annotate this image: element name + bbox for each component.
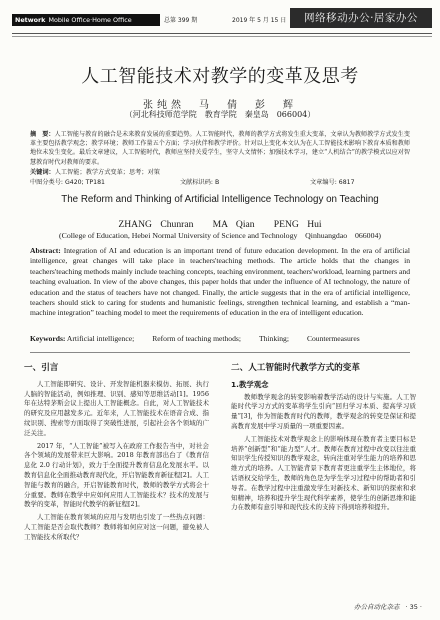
- section-divider: [30, 352, 410, 353]
- section-heading-reform: 二、人工智能时代教学方式的变革: [231, 363, 360, 373]
- article-title-cn: 人工智能技术对教学的变革及思考: [81, 66, 359, 87]
- issue-number: 总第 399 期: [164, 17, 198, 24]
- article-title-en: The Reform and Thinking of Artificial Intelligence Technology on Teaching: [61, 194, 379, 205]
- abstract-en: [30, 246, 410, 319]
- body-paragraph: 人工智能在教育领域的应用与发明也引发了一些热点问题：人工智能是否会取代教师？教师将如何应对这一问题，避免被人工智能技术所取代？: [24, 513, 209, 541]
- keyword-en: Reform of teaching methods;: [152, 334, 241, 343]
- publication-date: 2019 年 5 月 15 日: [232, 17, 287, 24]
- subsection-heading: 1.教学观念: [231, 379, 269, 389]
- keyword-cn: 思考；: [129, 169, 148, 176]
- footer-journal-name: 办公自动化杂志: [353, 603, 400, 611]
- body-paragraph: 教师教学观念的转变影响着教学活动的设计与实施。人工智能时代学习方式的变革将学生引向“回归学习本质、提高学习质量”[3]，作为智能教育时代的教师，教学观念的转变是保证和提高教育发展中学习质量的一项重要因素。: [231, 392, 416, 430]
- article-number: 文章编号: 6817: [310, 179, 355, 186]
- abstract-cn-label: 摘 要：: [30, 131, 55, 138]
- header-rule: [12, 33, 432, 34]
- keyword-en: Countermeasures: [306, 334, 360, 343]
- journal-name-en: Network: [15, 16, 46, 24]
- document-code: 文献标识码: B: [180, 179, 220, 186]
- left-column: [24, 364, 209, 546]
- page-footer: [354, 602, 422, 611]
- keywords-en: [30, 334, 410, 343]
- keywords-cn-label: 关键词：: [30, 169, 55, 176]
- right-column: [231, 364, 416, 516]
- abstract-en-label: Abstract:: [30, 246, 61, 255]
- authors-cn: 张纯然 马 倩 彭 辉: [143, 100, 297, 111]
- body-paragraph: 2017 年，“人工智能”被写入在政府工作报告当中，对社会各个领域的发展带来巨大影响。2018 年教育部出台了《教育信息化 2.0 行动计划》，致力于全面提升教育信息化发展水平。以教育信息化全面推动教育现代化，开启智能教育新征程[2]。人工智能与教育的融合，开启智能教育时代，教师的教学方式将会十分重要。教师在教学中应如何应用人工智能技术？技术的发展与教学的变革，智能时代教学的新征程[2]。: [24, 441, 209, 509]
- keyword-en: Artificial intelligence;: [66, 334, 135, 343]
- abstract-en-text: Integration of AI and education is an important trend of future education development. In the era of artificial intelligence, great changes will take place in teachers'teaching methods. The article holds that the changes in teachers'teaching methods mainly include teaching concepts, teaching environment, teachers'workload, learning partners and teaching evaluation. In view of the above changes, this paper holds that under the influence of AI technology, the nature of education and the status of teachers have not changed. Finally, the article suggests that in the era of artificial intelligence, teachers should stick to caring for students and humanistic feelings, strengthen technical learning, and establish a “man-machine integration” teaching model to meet the requirements of education in the era of intelligent education.: [30, 246, 410, 318]
- abstract-cn-text: 人工智能与教育的融合是未来教育发展的重要趋势。人工智能时代，教师的教学方式将发生重大变革，文章认为教师教学方式发生变革主要包括教学观念；教学环境；教师工作量五个方面；学习伙伴和教学评价。针对以上变化本文认为在人工智能技术影响下教育本质和教师地位未发生变化。最后文章建议，人工智能时代，教师应坚持关爱学生，坚守人文情怀；加强技术学习，建立“人机结合”的教学模式以应对智慧教育时代对教师的要求。: [30, 131, 411, 166]
- clc-number: 中图分类号: G420; TP181: [30, 179, 105, 186]
- section-heading-intro: 一、引言: [24, 363, 59, 373]
- keyword-en: Thinking;: [258, 334, 289, 343]
- page-header: [0, 0, 440, 44]
- keyword-cn: 教学方式变革；: [85, 169, 129, 176]
- affiliation-en: (College of Education, Hebei Normal University of Science and Technology Qinhuangdao 066004): [59, 231, 381, 240]
- keyword-cn: 人工智能；: [54, 169, 86, 176]
- page-number: · 35 ·: [405, 603, 422, 611]
- keywords-en-label: Keywords:: [30, 334, 66, 343]
- header-rule-thin: [12, 36, 432, 37]
- body-paragraph: 人工智能即研究、设计、开发智能机器来模仿、拓展、执行人脑的智能活动，例如推理、识别、感知等思维活动[1]。1956 年在达特茅斯会议上提出人工智能概念。自此，对人工智能技术的研究及应用越发多元。近年来，人工智能技术在语音合成、指纹识别、搜索等方面取得了突破性进展，引起社会各个领域的广泛关注。: [24, 379, 209, 437]
- body-paragraph: 人工智能技术对教学观念上的影响体现在教育者主要目标是培养“创新型”和“能力型”人才。教师在教育过程中改变以往注重知识学生传授知识的教学观念，转向注重对学生能力的培养和思维方式的培养。人工智能背景下教育者更注重学生主体地位，将话语权交给学生，教师的角色是为学生学习过程中的帮助者和引导者。在教学过程中注重激发学生对新技术、新知识的探索和求知精神，培养和提升学生现代科学素养，使学生的创新思维和能力在教师有意引导和现代技术的支持下得到培养和提升。: [231, 434, 416, 512]
- keyword-cn: 对策: [147, 169, 160, 176]
- journal-brand: 网络移动办公·居家办公: [290, 8, 432, 28]
- keywords-cn: [30, 167, 410, 176]
- journal-subtitle-en: Mobile Office·Home Office: [48, 16, 132, 24]
- journal-name-bar: [12, 14, 160, 26]
- affiliation-cn: （河北科技师范学院 教育学院 秦皇岛 066004）: [124, 110, 316, 119]
- authors-en: ZHANG Chunran MA Qian PENG Hui: [118, 219, 322, 230]
- abstract-cn: [30, 130, 410, 167]
